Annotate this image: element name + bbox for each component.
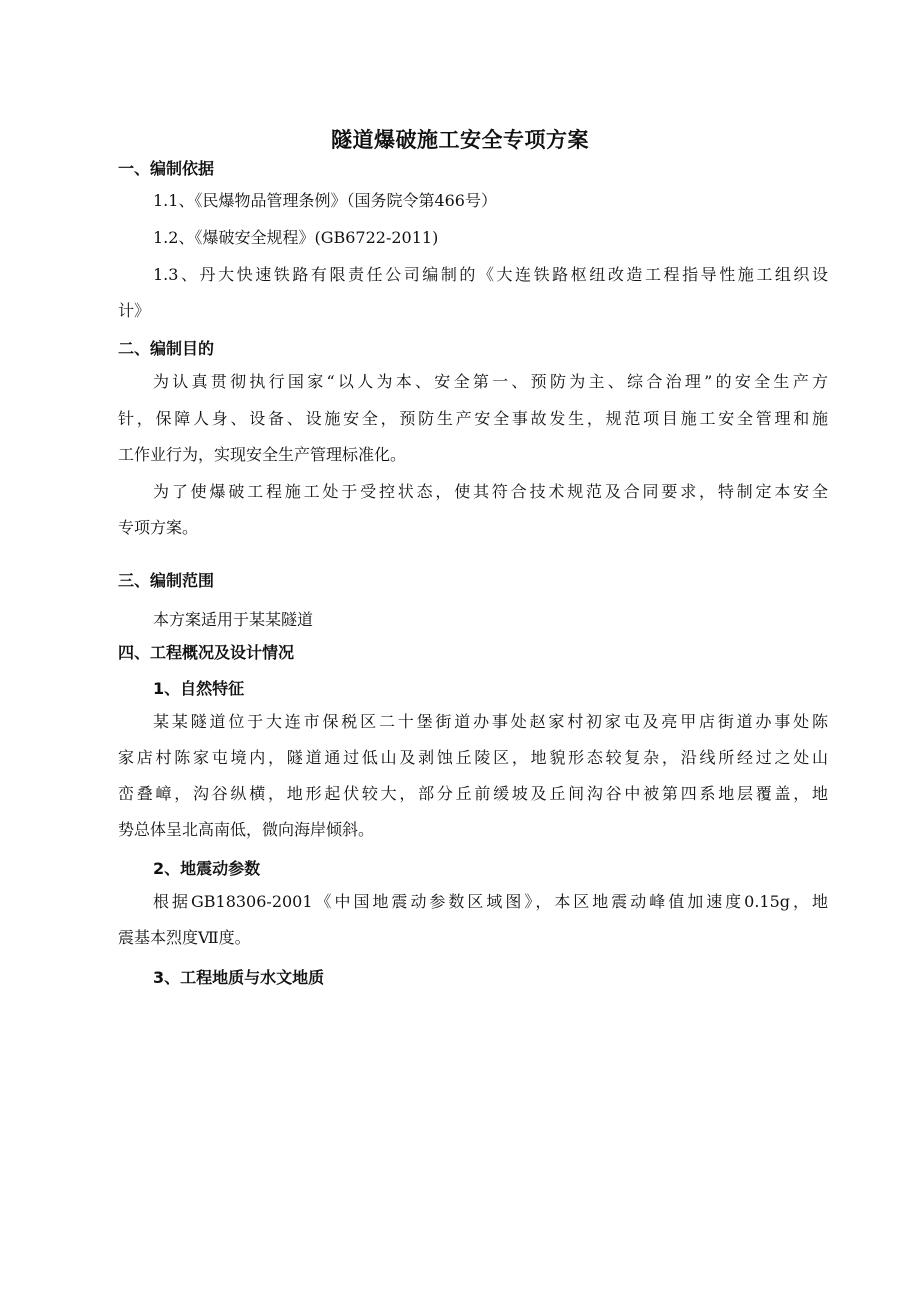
subsection-heading-geology: 3、工程地质与水文地质 xyxy=(153,968,325,987)
basis-item-3-continued: 计》 xyxy=(118,301,151,320)
section-heading-scope: 三、编制范围 xyxy=(118,571,215,590)
section-heading-purpose: 二、编制目的 xyxy=(118,339,215,358)
seismic-line-1: 根据GB18306-2001《中国地震动参数区域图》，本区地震动峰值加速度0.15g，地 xyxy=(153,892,828,911)
section-heading-basis: 一、编制依据 xyxy=(118,159,215,178)
purpose-paragraph-2-line-1: 为了使爆破工程施工处于受控状态，使其符合技术规范及合同要求，特制定本安全 xyxy=(153,482,828,501)
purpose-paragraph-2-line-2: 专项方案。 xyxy=(118,518,199,537)
natural-line-3: 峦叠嶂，沟谷纵横，地形起伏较大，部分丘前缓坡及丘间沟谷中被第四系地层覆盖，地 xyxy=(118,784,828,803)
natural-line-2: 家店村陈家屯境内，隧道通过低山及剥蚀丘陵区，地貌形态较复杂，沿线所经过之处山 xyxy=(118,748,828,767)
subsection-heading-natural: 1、自然特征 xyxy=(153,679,245,698)
purpose-paragraph-1-line-2: 针，保障人身、设备、设施安全，预防生产安全事故发生，规范项目施工安全管理和施 xyxy=(118,409,828,428)
natural-line-4: 势总体呈北高南低，微向海岸倾斜。 xyxy=(118,820,375,839)
purpose-paragraph-1-line-3: 工作业行为，实现安全生产管理标准化。 xyxy=(118,445,407,464)
purpose-paragraph-1-line-1: 为认真贯彻执行国家“以人为本、安全第一、预防为主、综合治理”的安全生产方 xyxy=(153,372,828,391)
natural-line-1: 某某隧道位于大连市保税区二十堡街道办事处赵家村初家屯及亮甲店街道办事处陈 xyxy=(153,712,828,731)
section-heading-overview: 四、工程概况及设计情况 xyxy=(118,643,295,662)
basis-item-1: 1.1、《民爆物品管理条例》（国务院令第466号） xyxy=(153,191,497,210)
seismic-line-2: 震基本烈度Ⅶ度。 xyxy=(118,928,251,947)
subsection-heading-seismic: 2、地震动参数 xyxy=(153,859,261,878)
basis-item-3: 1.3、丹大快速铁路有限责任公司编制的《大连铁路枢纽改造工程指导性施工组织设 xyxy=(153,265,828,284)
document-title: 隧道爆破施工安全专项方案 xyxy=(331,127,589,152)
basis-item-2: 1.2、《爆破安全规程》(GB6722-2011) xyxy=(153,228,439,247)
scope-text: 本方案适用于某某隧道 xyxy=(153,610,314,629)
